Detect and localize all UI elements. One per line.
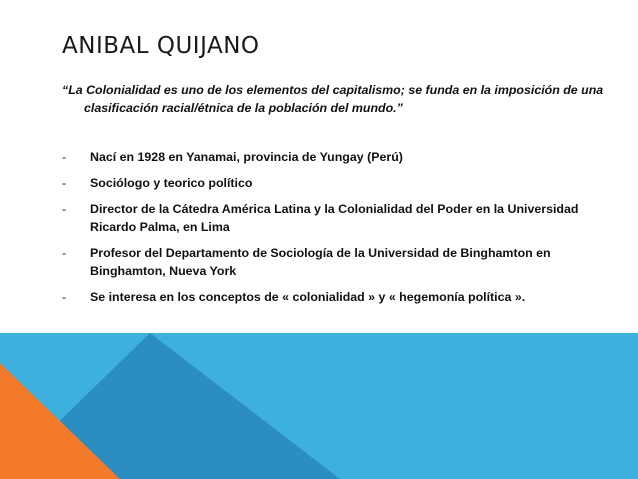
- slide-title: ANIBAL QUIJANO: [62, 33, 260, 59]
- quote-text: “La Colonialidad es uno de los elementos del capitalismo; se funda en la imposición de una clasificación racial/étnica de la población del mundo.”: [62, 83, 604, 115]
- bullet-text: Sociólogo y teorico político: [90, 176, 253, 190]
- footer-shapes: [0, 333, 638, 479]
- decorative-footer-band: [0, 333, 638, 479]
- bullet-text: Se interesa en los conceptos de « colonialidad » y « hegemonía política ».: [90, 290, 526, 304]
- bullet-marker: -: [62, 176, 67, 190]
- list-item: [62, 288, 582, 306]
- bullet-marker: -: [62, 150, 67, 164]
- bullet-text: Director de la Cátedra América Latina y la Colonialidad del Poder en la Universidad Ricardo Palma, en Lima: [90, 202, 579, 234]
- list-item: [62, 148, 582, 166]
- list-item: [62, 244, 582, 280]
- bullet-list: [62, 148, 582, 314]
- bullet-text: Nací en 1928 en Yanamai, provincia de Yungay (Perú): [90, 150, 403, 164]
- bullet-marker: -: [62, 202, 67, 216]
- list-item: [62, 200, 582, 236]
- bullet-marker: -: [62, 246, 67, 260]
- bullet-marker: -: [62, 290, 67, 304]
- list-item: [62, 174, 582, 192]
- bullet-text: Profesor del Departamento de Sociología de la Universidad de Binghamton en Binghamton, Nueva York: [90, 246, 551, 278]
